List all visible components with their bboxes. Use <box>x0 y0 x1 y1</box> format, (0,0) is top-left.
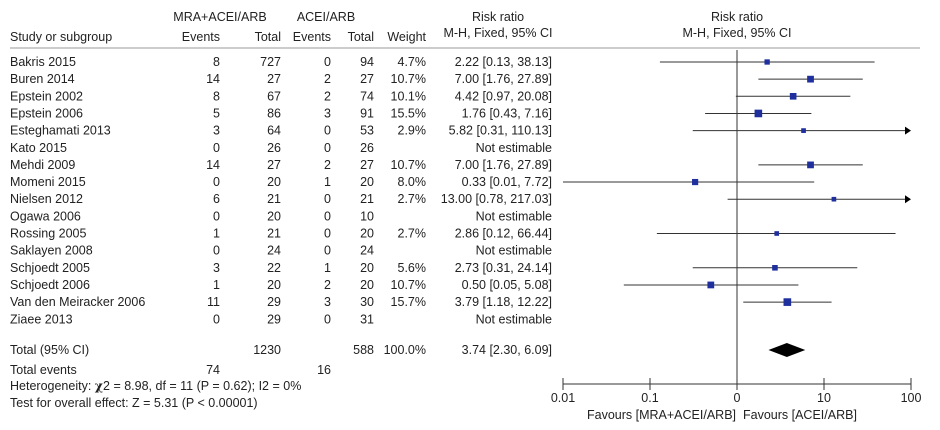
risk-ratio-ci: 13.00 [0.78, 217.03] <box>440 192 552 207</box>
events-ctrl: 3 <box>324 295 331 310</box>
total-treat: 21 <box>267 192 281 207</box>
events-ctrl: 0 <box>324 209 331 224</box>
total-treat: 64 <box>267 123 281 138</box>
tick-label: 0 <box>733 391 741 405</box>
events-treat: 1 <box>213 226 220 241</box>
weight: 2.9% <box>397 123 426 138</box>
total-events-ctrl: 16 <box>317 363 331 377</box>
events-treat: 0 <box>213 312 220 327</box>
table-row <box>10 106 552 120</box>
events-ctrl: 0 <box>324 55 331 69</box>
point-estimate <box>807 162 814 169</box>
risk-ratio-ci: Not estimable <box>475 312 552 327</box>
header-rr-title-right: Risk ratio <box>710 10 764 24</box>
study-name: Nielsen 2012 <box>10 192 83 207</box>
point-estimate <box>772 265 778 271</box>
risk-ratio-ci: 2.22 [0.13, 38.13] <box>454 55 552 69</box>
table-row <box>10 227 552 241</box>
total-label: Total (95% CI) <box>10 343 90 357</box>
risk-ratio-ci: 0.33 [0.01, 7.72] <box>461 175 552 190</box>
events-ctrl: 2 <box>324 72 331 87</box>
total-events-treat: 74 <box>206 363 220 377</box>
weight: 15.5% <box>390 106 426 121</box>
total-ctrl: 27 <box>360 72 374 87</box>
chi-value: 2 = 8.98, df = 11 (P = 0.62); I <box>103 379 263 393</box>
study-name: Buren 2014 <box>10 72 75 87</box>
table-row <box>10 158 552 172</box>
weight: 4.7% <box>397 55 426 69</box>
study-name: Rossing 2005 <box>10 226 87 241</box>
point-estimate <box>807 76 814 83</box>
point-estimate <box>692 179 698 185</box>
table-row <box>10 312 552 326</box>
table-row <box>10 261 552 275</box>
total-ctrl: 20 <box>360 260 374 275</box>
study-name: Ogawa 2006 <box>10 209 81 224</box>
header-total-treat: Total <box>254 30 281 44</box>
ci-arrow <box>905 195 911 203</box>
events-treat: 3 <box>213 260 220 275</box>
total-treat: 20 <box>267 277 281 292</box>
point-estimate <box>784 298 792 306</box>
table-row <box>10 295 552 309</box>
events-treat: 5 <box>213 106 220 121</box>
events-treat: 14 <box>206 157 220 172</box>
study-name: Epstein 2006 <box>10 106 83 121</box>
weight: 10.7% <box>390 277 426 292</box>
total-treat: 29 <box>267 312 281 327</box>
total-ci: 3.74 [2.30, 6.09] <box>461 343 552 357</box>
events-ctrl: 1 <box>324 175 331 190</box>
total-n-treat: 1230 <box>253 343 281 357</box>
table-row <box>10 55 552 69</box>
events-ctrl: 3 <box>324 106 331 121</box>
events-ctrl: 0 <box>324 312 331 327</box>
total-treat: 86 <box>267 106 281 121</box>
events-treat: 6 <box>213 192 220 207</box>
point-estimate <box>755 110 763 118</box>
heterogeneity-text <box>10 378 301 393</box>
tick-label: 0.1 <box>641 391 659 405</box>
total-treat: 727 <box>260 55 281 69</box>
point-estimate <box>790 93 797 100</box>
total-treat: 22 <box>267 260 281 275</box>
total-ctrl: 20 <box>360 277 374 292</box>
table-row <box>10 175 552 189</box>
events-treat: 0 <box>213 140 220 155</box>
study-name: Momeni 2015 <box>10 175 86 190</box>
risk-ratio-ci: Not estimable <box>475 209 552 224</box>
tick-label: 10 <box>817 391 831 405</box>
total-treat: 26 <box>267 140 281 155</box>
total-ctrl: 53 <box>360 123 374 138</box>
events-ctrl: 0 <box>324 140 331 155</box>
total-ctrl: 24 <box>360 243 374 258</box>
total-weight: 100.0% <box>383 343 426 357</box>
tick-label: 0.01 <box>550 391 576 405</box>
events-treat: 0 <box>213 209 220 224</box>
study-name: Van den Meiracker 2006 <box>10 295 146 310</box>
header-rr-method-left: M-H, Fixed, 95% CI <box>443 26 553 40</box>
weight: 10.7% <box>390 157 426 172</box>
study-name: Saklayen 2008 <box>10 243 93 258</box>
total-treat: 67 <box>267 89 281 104</box>
weight: 2.7% <box>397 226 426 241</box>
study-name: Bakris 2015 <box>10 55 77 69</box>
total-n-ctrl: 588 <box>353 343 374 357</box>
events-treat: 3 <box>213 123 220 138</box>
point-estimate <box>774 231 779 236</box>
header-rr-method-right: M-H, Fixed, 95% CI <box>682 26 792 40</box>
chi-symbol: χ <box>94 378 104 393</box>
risk-ratio-ci: 5.82 [0.31, 110.13] <box>448 123 552 138</box>
events-ctrl: 0 <box>324 226 331 241</box>
events-treat: 8 <box>213 55 220 69</box>
study-name: Schjoedt 2005 <box>10 260 90 275</box>
header-control-group: ACEI/ARB <box>296 10 356 24</box>
events-ctrl: 2 <box>324 89 331 104</box>
risk-ratio-ci: 7.00 [1.76, 27.89] <box>454 72 552 87</box>
table-row <box>10 192 552 206</box>
weight: 2.7% <box>397 192 426 207</box>
study-name: Esteghamati 2013 <box>10 123 111 138</box>
weight: 5.6% <box>397 260 426 275</box>
events-ctrl: 0 <box>324 243 331 258</box>
weight: 8.0% <box>397 175 426 190</box>
total-treat: 21 <box>267 226 281 241</box>
header-events-ctrl: Events <box>292 30 331 44</box>
total-ctrl: 27 <box>360 157 374 172</box>
events-treat: 11 <box>207 295 220 310</box>
header-study: Study or subgroup <box>10 30 113 44</box>
table-row <box>10 278 552 292</box>
study-name: Epstein 2002 <box>10 89 83 104</box>
favours-right-label: Favours [ACEI/ARB] <box>743 408 857 422</box>
events-ctrl: 0 <box>324 123 331 138</box>
total-treat: 20 <box>267 175 281 190</box>
risk-ratio-ci: 0.50 [0.05, 5.08] <box>461 277 552 292</box>
point-estimate <box>801 128 806 133</box>
point-estimate <box>832 197 837 202</box>
study-rows <box>10 55 552 326</box>
ci-arrow <box>905 127 911 135</box>
x-axis-ticks <box>551 378 922 405</box>
weight: 10.7% <box>390 72 426 87</box>
study-name: Ziaee 2013 <box>10 312 73 327</box>
table-row <box>10 124 552 138</box>
point-estimate <box>764 59 769 64</box>
header-total-ctrl: Total <box>347 30 374 44</box>
overall-effect-text: Test for overall effect: Z = 5.31 (P < 0.00001) <box>10 396 258 410</box>
header-treatment-group: MRA+ACEI/ARB <box>173 10 267 24</box>
tick-label: 100 <box>900 391 922 405</box>
total-ctrl: 20 <box>360 175 374 190</box>
risk-ratio-ci: 2.86 [0.12, 66.44] <box>454 226 552 241</box>
risk-ratio-ci: 4.42 [0.97, 20.08] <box>454 89 552 104</box>
total-events-label: Total events <box>10 363 77 377</box>
risk-ratio-ci: 3.79 [1.18, 12.22] <box>454 295 552 310</box>
risk-ratio-ci: 1.76 [0.43, 7.16] <box>461 106 552 121</box>
total-treat: 27 <box>267 72 281 87</box>
total-ctrl: 21 <box>360 192 374 207</box>
events-treat: 0 <box>213 175 220 190</box>
total-ctrl: 26 <box>360 140 374 155</box>
total-treat: 20 <box>267 209 281 224</box>
header-rr-title-left: Risk ratio <box>471 10 525 24</box>
total-ctrl: 91 <box>360 106 374 121</box>
study-name: Mehdi 2009 <box>10 157 76 172</box>
events-ctrl: 2 <box>324 277 331 292</box>
total-treat: 24 <box>267 243 281 258</box>
total-ctrl: 10 <box>360 209 374 224</box>
header-events-treat: Events <box>181 30 220 44</box>
table-row <box>10 244 552 258</box>
events-ctrl: 0 <box>324 192 331 207</box>
total-ctrl: 94 <box>360 55 374 69</box>
events-treat: 0 <box>213 243 220 258</box>
weight: 15.7% <box>390 295 426 310</box>
total-ctrl: 20 <box>360 226 374 241</box>
header-weight: Weight <box>387 30 426 44</box>
total-treat: 29 <box>267 295 281 310</box>
risk-ratio-ci: Not estimable <box>475 243 552 258</box>
total-ctrl: 74 <box>360 89 374 104</box>
table-row <box>10 72 552 86</box>
table-row <box>10 89 552 103</box>
table-row <box>10 209 552 223</box>
weight: 10.1% <box>390 89 426 104</box>
i2-value: 2 = 0% <box>262 379 302 393</box>
events-treat: 14 <box>206 72 220 87</box>
events-treat: 8 <box>213 89 220 104</box>
study-name: Schjoedt 2006 <box>10 277 90 292</box>
total-treat: 27 <box>267 157 281 172</box>
total-ctrl: 30 <box>360 295 374 310</box>
risk-ratio-ci: 2.73 [0.31, 24.14] <box>454 260 552 275</box>
events-treat: 1 <box>213 277 220 292</box>
risk-ratio-ci: Not estimable <box>475 140 552 155</box>
events-ctrl: 2 <box>324 157 331 172</box>
point-estimate <box>707 282 714 289</box>
events-ctrl: 1 <box>324 260 331 275</box>
total-diamond <box>768 343 805 357</box>
risk-ratio-ci: 7.00 [1.76, 27.89] <box>454 157 552 172</box>
favours-left-label: Favours [MRA+ACEI/ARB] <box>587 408 736 422</box>
study-name: Kato 2015 <box>10 140 67 155</box>
table-row <box>10 141 552 155</box>
heterogeneity-prefix: Heterogeneity: <box>10 379 95 393</box>
total-ctrl: 31 <box>360 312 374 327</box>
